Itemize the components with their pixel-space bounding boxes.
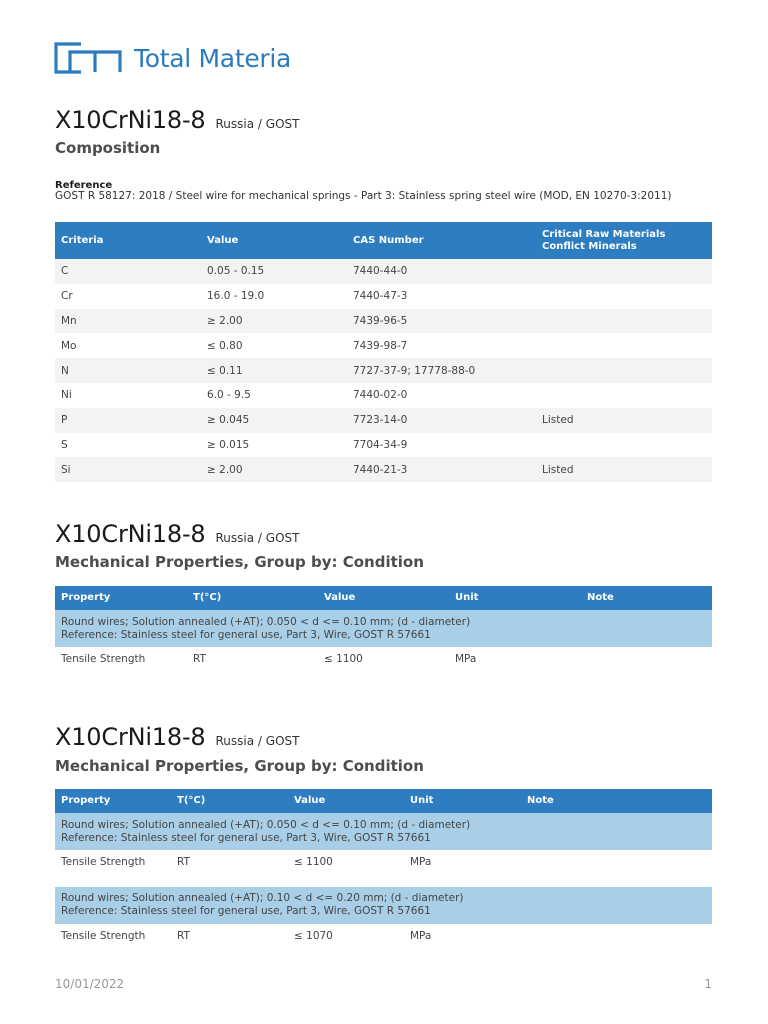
column-header: T(°C) (187, 586, 318, 610)
condition-reference: Reference: Stainless steel for general use, Part 3, Wire, GOST R 57661 (61, 831, 431, 844)
cell-property: Tensile Strength (61, 856, 146, 869)
cell-criteria: S (61, 438, 68, 451)
cell-cas: 7704-34-9 (353, 438, 408, 451)
column-header (536, 222, 712, 259)
reference-text: GOST R 58127: 2018 / Steel wire for mechanical springs - Part 3: Stainless spring steel wire (MOD, EN 10270-3:2011) (55, 190, 672, 202)
condition-cell (55, 610, 712, 647)
cell-value: 16.0 - 19.0 (207, 290, 265, 303)
composition-table (55, 222, 712, 482)
section-subtitle: Mechanical Properties, Group by: Condition (55, 757, 424, 775)
column-header: T(°C) (171, 789, 288, 813)
material-origin: Russia / GOST (215, 531, 300, 545)
table-row (55, 309, 712, 334)
cell-criteria: Ni (61, 389, 72, 402)
table-header-row (55, 789, 712, 813)
cell-critical (536, 433, 712, 458)
table-row (55, 408, 712, 433)
condition-text: Round wires; Solution annealed (+AT); 0.10 < d <= 0.20 mm; (d - diameter) (61, 892, 464, 905)
total-materia-logo-icon (53, 41, 123, 75)
condition-row (55, 610, 712, 647)
condition-text: Round wires; Solution annealed (+AT); 0.050 < d <= 0.10 mm; (d - diameter) (61, 615, 471, 628)
table-row (55, 284, 712, 309)
column-header: Unit (404, 789, 521, 813)
table-row (55, 333, 712, 358)
cell-cas: 7440-21-3 (347, 457, 536, 482)
section-title-row (55, 520, 299, 548)
cell-temperature: RT (177, 930, 190, 943)
cell-critical: Listed (536, 408, 712, 433)
spacer-cell (55, 875, 712, 887)
cell-unit: MPa (455, 653, 477, 666)
cell-critical (536, 383, 712, 408)
condition-row (55, 813, 712, 850)
cell-criteria: Si (55, 457, 201, 482)
cell-criteria: Cr (61, 290, 73, 303)
cell-critical (536, 259, 712, 284)
cell-value: 6.0 - 9.5 (207, 389, 251, 402)
cell-unit: MPa (410, 930, 432, 943)
cell-value: 0.05 - 0.15 (201, 259, 347, 284)
condition-text: Round wires; Solution annealed (+AT); 0.050 < d <= 0.10 mm; (d - diameter) (61, 818, 471, 831)
table-row (55, 433, 712, 458)
cell-cas: 7440-02-0 (353, 389, 408, 402)
column-header-line: Conflict Minerals (542, 240, 637, 252)
cell-value: ≤ 0.11 (201, 358, 347, 383)
brand-logo (53, 40, 291, 76)
condition-cell (55, 813, 712, 850)
cell-criteria: P (55, 408, 201, 433)
cell-critical (536, 309, 712, 334)
condition-reference: Reference: Stainless steel for general use, Part 3, Wire, GOST R 57661 (61, 905, 431, 918)
cell-property: Tensile Strength (61, 930, 146, 943)
reference-label: Reference (55, 180, 113, 191)
cell-value: ≥ 2.00 (201, 457, 347, 482)
cell-critical (536, 333, 712, 358)
cell-criteria: Mo (61, 339, 77, 352)
table-row (55, 259, 712, 284)
table-row (55, 383, 712, 408)
table-row (55, 647, 712, 672)
cell-criteria: N (55, 358, 201, 383)
material-title: X10CrNi18-8 (55, 723, 206, 751)
cell-value: ≤ 1100 (294, 856, 333, 869)
column-header: Property (55, 586, 187, 610)
material-origin: Russia / GOST (215, 117, 300, 131)
table-row (55, 358, 712, 383)
column-header: Unit (449, 586, 581, 610)
cell-value: ≤ 1100 (324, 653, 363, 666)
table-row (55, 924, 712, 949)
cell-note (521, 924, 712, 949)
material-title: X10CrNi18-8 (55, 106, 206, 134)
condition-reference: Reference: Stainless steel for general use, Part 3, Wire, GOST R 57661 (61, 628, 431, 641)
cell-note (521, 850, 712, 875)
cell-cas: 7440-47-3 (353, 290, 408, 303)
brand-name: Total Materia (134, 43, 292, 73)
cell-value: ≤ 1070 (294, 930, 333, 943)
cell-value: ≥ 0.015 (207, 438, 250, 451)
column-header: Value (288, 789, 404, 813)
cell-criteria: Mn (55, 309, 201, 334)
condition-cell (55, 887, 712, 924)
column-header: Note (581, 586, 712, 610)
footer-date: 10/01/2022 (55, 977, 125, 991)
cell-critical (536, 284, 712, 309)
cell-note (581, 647, 712, 672)
cell-critical (536, 358, 712, 383)
cell-temperature: RT (177, 856, 190, 869)
page-number: 1 (704, 977, 712, 991)
column-header: CAS Number (347, 222, 536, 259)
cell-cas: 7727-37-9; 17778-88-0 (347, 358, 536, 383)
column-header-line: Critical Raw Materials (542, 228, 666, 240)
mechanical-properties-table (55, 586, 712, 672)
cell-cas: 7439-98-7 (353, 339, 408, 352)
cell-criteria: C (55, 259, 201, 284)
column-header: Value (201, 222, 347, 259)
table-row (55, 850, 712, 875)
cell-cas: 7723-14-0 (347, 408, 536, 433)
column-header: Property (55, 789, 171, 813)
column-header: Note (521, 789, 712, 813)
table-row (55, 457, 712, 482)
section-title-row (55, 106, 299, 134)
cell-critical: Listed (536, 457, 712, 482)
section-subtitle: Composition (55, 139, 161, 157)
cell-temperature: RT (193, 653, 206, 666)
column-header: Value (318, 586, 449, 610)
cell-cas: 7440-44-0 (347, 259, 536, 284)
condition-row (55, 887, 712, 924)
material-title: X10CrNi18-8 (55, 520, 206, 548)
column-header: Criteria (55, 222, 201, 259)
section-subtitle: Mechanical Properties, Group by: Condition (55, 553, 424, 571)
cell-cas: 7439-96-5 (347, 309, 536, 334)
table-header-row (55, 222, 712, 259)
mechanical-properties-table (55, 789, 712, 949)
table-header-row (55, 586, 712, 610)
cell-unit: MPa (410, 856, 432, 869)
material-origin: Russia / GOST (215, 734, 300, 748)
cell-property: Tensile Strength (61, 653, 146, 666)
group-spacer (55, 875, 712, 887)
cell-value: ≥ 0.045 (201, 408, 347, 433)
cell-value: ≤ 0.80 (207, 339, 243, 352)
cell-value: ≥ 2.00 (201, 309, 347, 334)
section-title-row (55, 723, 299, 751)
